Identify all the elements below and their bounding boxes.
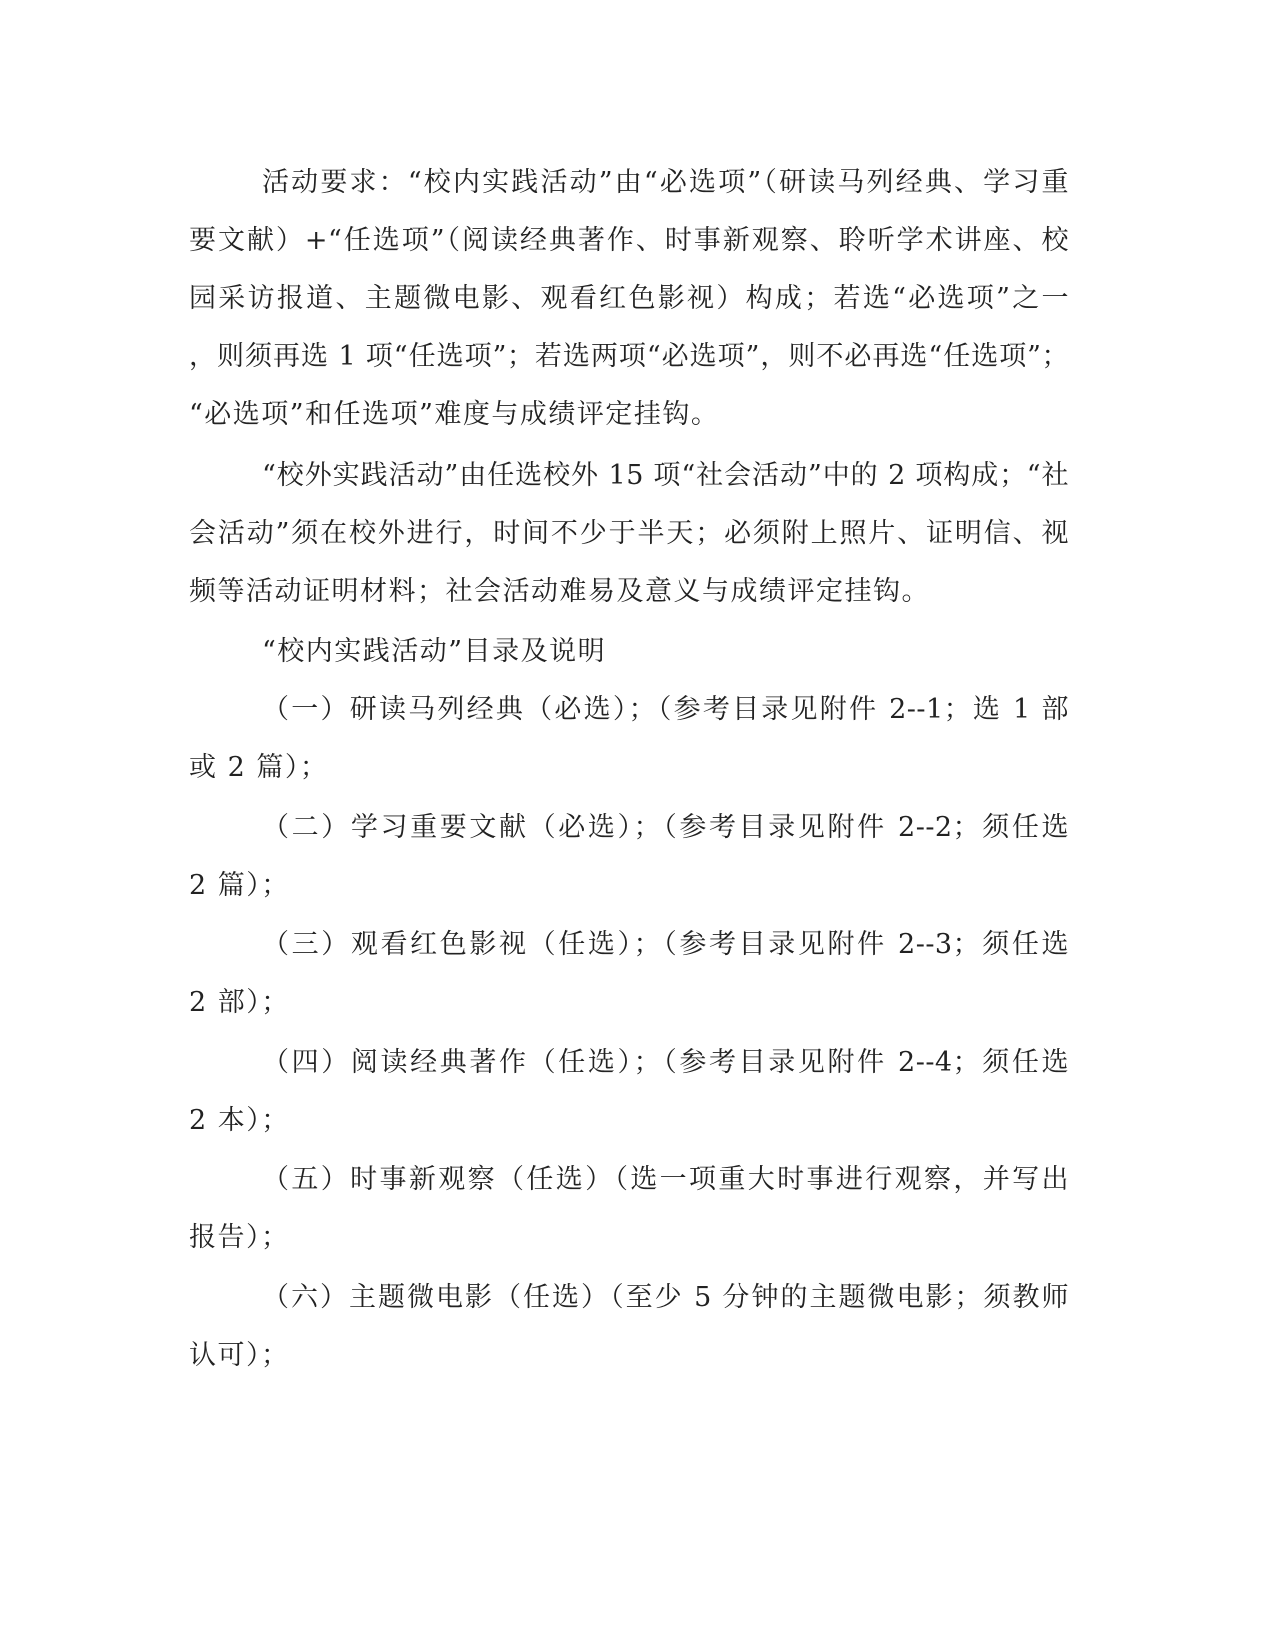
catalog-item-6-line-1: （六）主题微电影（任选）（至少 5 分钟的主题微电影；须教师 (262, 1282, 1069, 1313)
catalog-item-3-line-2: 2 部）； (189, 987, 290, 1018)
catalog-item-2-line-1: （二）学习重要文献（必选）；（参考目录见附件 2--2；须任选 (262, 812, 1069, 843)
external-activity-line-2: 会活动”须在校外进行，时间不少于半天；必须附上照片、证明信、视 (189, 518, 1069, 549)
catalog-item-4-line-2: 2 本）； (189, 1105, 290, 1136)
catalog-item-6-line-2: 认可）； (189, 1340, 290, 1371)
catalog-item-4-line-1: （四）阅读经典著作（任选）；（参考目录见附件 2--4；须任选 (262, 1047, 1069, 1078)
catalog-item-1-line-1: （一）研读马列经典（必选）；（参考目录见附件 2--1；选 1 部 (262, 694, 1069, 725)
catalog-item-2-line-2: 2 篇）； (189, 870, 290, 901)
catalog-item-3-line-1: （三）观看红色影视（任选）；（参考目录见附件 2--3；须任选 (262, 929, 1069, 960)
catalog-item-5-line-2: 报告）； (189, 1222, 290, 1253)
catalog-heading: “校内实践活动”目录及说明 (262, 636, 607, 667)
activity-requirement-line-1: 活动要求：“校内实践活动”由“必选项”（研读马列经典、学习重 (262, 167, 1069, 198)
catalog-item-5-line-1: （五）时事新观察（任选）（选一项重大时事进行观察，并写出 (262, 1164, 1069, 1195)
external-activity-line-1: “校外实践活动”由任选校外 15 项“社会活动”中的 2 项构成；“社 (262, 460, 1069, 491)
activity-requirement-line-5: “必选项”和任选项”难度与成绩评定挂钩。 (189, 399, 720, 430)
activity-requirement-line-2: 要文献）+“任选项”（阅读经典著作、时事新观察、聆听学术讲座、校 (189, 225, 1069, 256)
catalog-item-1-line-2: 或 2 篇）； (189, 752, 329, 783)
external-activity-line-3: 频等活动证明材料；社会活动难易及意义与成绩评定挂钩。 (189, 576, 930, 607)
activity-requirement-line-4: ，则须再选 1 项“任选项”；若选两项“必选项”，则不必再选“任选项”； (189, 341, 1069, 372)
activity-requirement-line-3: 园采访报道、主题微电影、观看红色影视）构成；若选“必选项”之一 (189, 283, 1069, 314)
